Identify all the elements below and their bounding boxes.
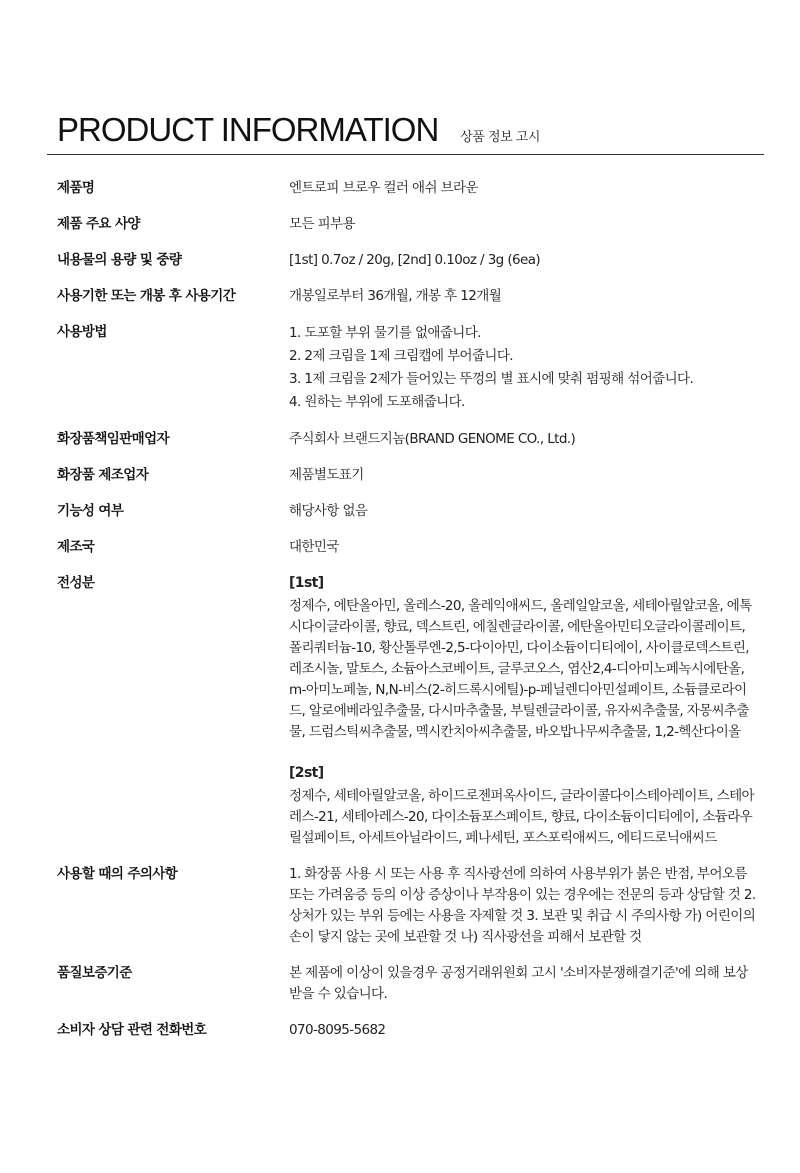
info-table [57, 178, 757, 1056]
ingredients-first [289, 573, 757, 743]
ingredients-second [289, 763, 757, 849]
row-value: 대한민국 [289, 539, 339, 555]
ingredients-first-heading: [1st] [289, 575, 324, 591]
row-value: [1st] 0.7oz / 20g, [2nd] 0.10oz / 3g (6ea) [289, 252, 541, 268]
row-label: 내용물의 용량 및 중량 [57, 252, 182, 268]
ingredients-first-text: 정제수, 에탄올아민, 올레스-20, 올레익애씨드, 올레일알코올, 세테아릴알코올, 에톡시다이글라이콜, 향료, 덱스트린, 에칠렌글라이콜, 에탄올아민티오글라이콜레이트, 폴리쿼터늄-10, 황산톨루엔-2,5-다이아민, 다이소듐이디티에이, 사이클로덱스트린, 레조시놀, 말토스, 소듐아스코베이트, 글루코오스, 염산2,4-디아미노페녹시에탄올, m-아미노페놀, N,N-비스(2-히드록시에틸)-p-페닐렌디아민설페이트, 소듐클로라이드, 알로에베라잎추출물, 다시마추출물, 부틸렌글라이콜, 유자씨추출물, 자몽씨추출물, 드럼스틱씨추출물, 멕시칸치아씨추출물, 바오밥나무씨추출물, 1,2-헥산다이올 [289, 598, 752, 740]
row-label: 제조국 [57, 539, 95, 555]
usage-step: 2. 2제 크림을 1제 크림캡에 부어줍니다. [289, 348, 513, 364]
row-label: 전성분 [57, 575, 95, 591]
usage-steps [289, 322, 757, 414]
row-value: 본 제품에 이상이 있을경우 공정거래위원회 고시 '소비자분쟁해결기준'에 의해 보상받을 수 있습니다. [289, 965, 748, 1002]
row-label: 화장품책임판매업자 [57, 431, 169, 447]
row-value: 해당사항 없음 [289, 503, 368, 519]
row-seller [57, 429, 757, 450]
row-value: 모든 피부용 [289, 216, 355, 232]
page-header [57, 110, 540, 150]
row-label: 제품명 [57, 180, 95, 196]
row-expiry [57, 286, 757, 307]
row-label: 사용할 때의 주의사항 [57, 866, 178, 882]
row-value: 개봉일로부터 36개월, 개봉 후 12개월 [289, 288, 502, 304]
row-value: 주식회사 브랜드지놈(BRAND GENOME CO., Ltd.) [289, 431, 576, 447]
row-label: 소비자 상담 관련 전화번호 [57, 1022, 207, 1038]
row-value: 1. 화장품 사용 시 또는 사용 후 직사광선에 의하여 사용부위가 붉은 반점, 부어오름 또는 가려움증 등의 이상 증상이나 부작용이 있는 경우에는 전문의 등과 상담할 것 2. 상처가 있는 부위 등에는 사용을 자제할 것 3. 보관 및 취급 시 주의사항 가) 어린이의 손이 닿지 않는 곳에 보관할 것 나) 직사광선을 피해서 보관할 것 [289, 866, 756, 945]
row-manufacturer [57, 465, 757, 486]
row-label: 제품 주요 사양 [57, 216, 140, 232]
row-label: 기능성 여부 [57, 503, 124, 519]
row-ingredients [57, 573, 757, 849]
header-divider [47, 154, 764, 155]
row-value: 제품별도표기 [289, 467, 364, 483]
ingredients-value [289, 573, 757, 849]
page-title: PRODUCT INFORMATION [57, 111, 439, 148]
row-origin [57, 537, 757, 558]
row-label: 화장품 제조업자 [57, 467, 149, 483]
usage-step: 4. 원하는 부위에 도포해줍니다. [289, 394, 465, 410]
usage-step: 1. 도포할 부위 물기를 없애줍니다. [289, 325, 481, 341]
row-quality [57, 963, 757, 1005]
phone-number: 070-8095-5682 [289, 1022, 386, 1038]
page-subtitle: 상품 정보 고시 [460, 130, 540, 145]
row-cautions [57, 864, 757, 948]
row-specs [57, 214, 757, 235]
row-usage [57, 322, 757, 414]
row-label: 품질보증기준 [57, 965, 132, 981]
row-volume [57, 250, 757, 271]
row-label: 사용기한 또는 개봉 후 사용기간 [57, 288, 236, 304]
row-phone [57, 1020, 757, 1041]
ingredients-second-text: 정제수, 세테아릴알코올, 하이드로젠퍼옥사이드, 글라이콜다이스테아레이트, 스테아레스-21, 세테아레스-20, 다이소듐포스페이트, 향료, 다이소듐이디티에이, 소듐라우릴설페이트, 아세트아닐라이드, 페나세틴, 포스포릭애씨드, 에티드로닉애씨드 [289, 788, 754, 846]
ingredients-second-heading: [2st] [289, 765, 324, 781]
usage-step: 3. 1제 크림을 2제가 들어있는 뚜껑의 별 표시에 맞춰 펌핑해 섞어줍니다. [289, 371, 694, 387]
row-functional [57, 501, 757, 522]
row-value: 엔트로피 브로우 컬러 애쉬 브라운 [289, 180, 478, 196]
row-product-name [57, 178, 757, 199]
row-label: 사용방법 [57, 324, 107, 340]
